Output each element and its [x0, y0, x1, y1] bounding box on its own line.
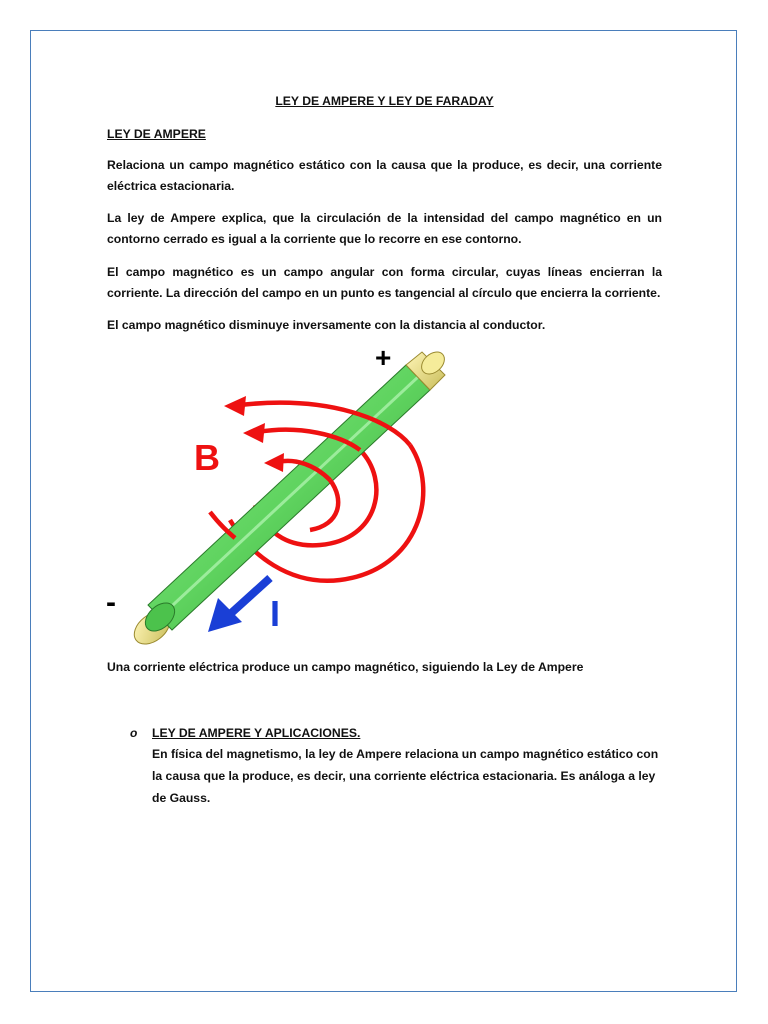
field-label: B — [194, 437, 220, 478]
paragraph-4: El campo magnético disminuye inversamente con la distancia al conductor. — [107, 318, 546, 332]
paragraph-3: El campo magnético es un campo angular con forma circular, cuyas líneas encierran la corriente. La dirección del campo en un punto es tangencial al círculo que encierra la corriente. — [107, 265, 662, 300]
paragraph-1: Relaciona un campo magnético estático con la causa que la produce, es decir, una corriente eléctrica estacionaria. — [107, 158, 662, 193]
field-arrowheads — [224, 396, 284, 472]
section-heading: LEY DE AMPERE — [107, 127, 206, 141]
bullet-body: En física del magnetismo, la ley de Ampere relaciona un campo magnético estático con la causa que la produce, es decir, una corriente eléctrica estacionaria. Es análoga a ley de Gauss. — [152, 747, 659, 805]
plus-label: + — [375, 342, 392, 373]
document-title: LEY DE AMPERE Y LEY DE FARADAY — [275, 94, 494, 108]
ampere-figure — [100, 340, 460, 650]
conductor — [140, 365, 430, 637]
figure-caption: Una corriente eléctrica produce un campo magnético, siguiendo la Ley de Ampere — [107, 660, 584, 674]
bullet-symbol: o — [130, 726, 138, 740]
paragraph-2: La ley de Ampere explica, que la circulación de la intensidad del campo magnético en un contorno cerrado es igual a la corriente que lo recorre en ese contorno. — [107, 211, 662, 246]
minus-label: - — [106, 586, 116, 619]
bullet-heading: LEY DE AMPERE Y APLICACIONES. — [152, 726, 361, 740]
current-label: I — [270, 593, 281, 634]
